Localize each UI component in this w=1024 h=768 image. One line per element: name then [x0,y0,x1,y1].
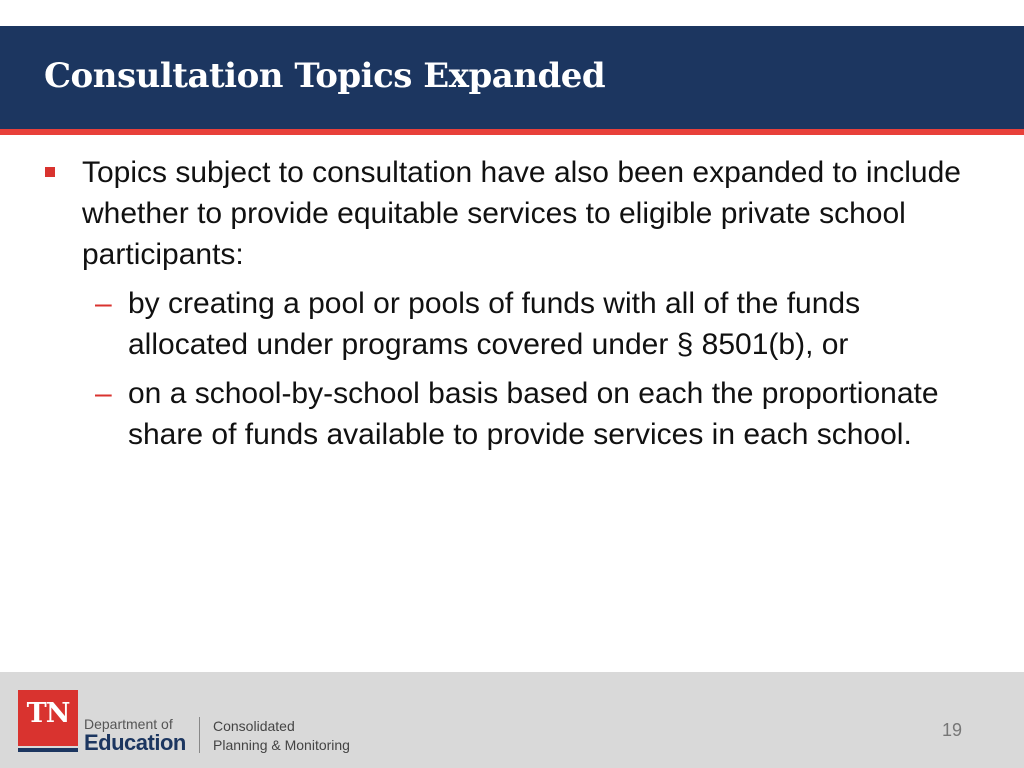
department-label: Department of [84,716,173,732]
page-number: 19 [941,720,962,740]
dash-bullet-icon: – [95,377,112,410]
footer [0,672,1024,768]
square-bullet-icon [45,167,55,177]
logo-underline [18,748,78,752]
dash-bullet-icon: – [95,287,112,320]
program-label-line1: Consolidated [213,718,295,734]
footer-divider [199,717,200,753]
tn-logo-text: TN [26,698,70,729]
tn-logo [18,690,78,746]
slide-title: Consultation Topics Expanded [44,56,606,96]
department-name: Education [84,730,186,755]
sub-bullet-text: on a school-by-school basis based on each the proportionate share of funds available to provide services in each school. [128,377,939,451]
bullet-text: Topics subject to consultation have also been expanded to include whether to provide equitable services to eligible private school participants: [82,156,961,271]
program-label-line2: Planning & Monitoring [213,737,350,753]
sub-bullet-text: by creating a pool or pools of funds with all of the funds allocated under programs covered under § 8501(b), or [128,287,861,361]
